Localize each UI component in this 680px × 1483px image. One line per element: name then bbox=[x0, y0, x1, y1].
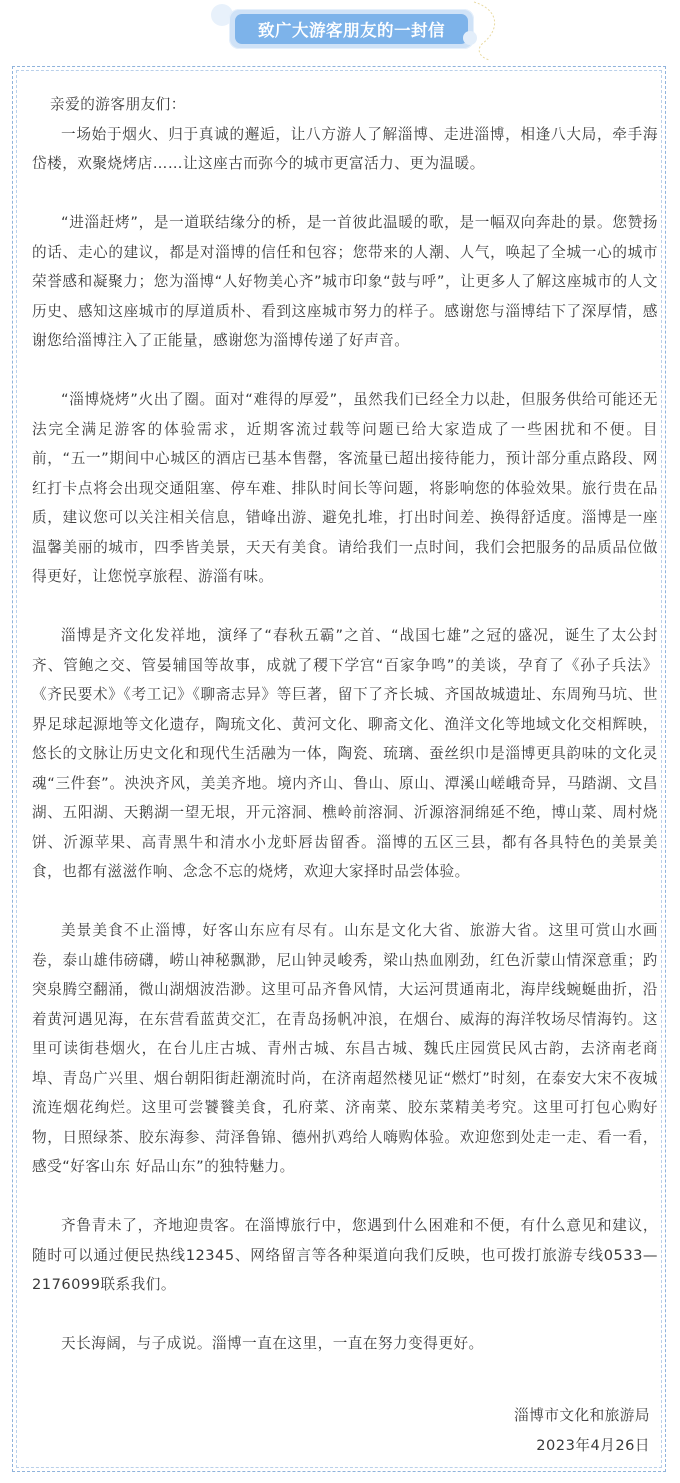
paragraph-gap bbox=[50, 179, 658, 209]
paragraph-1: 一场始于烟火、归于真诚的邂逅，让八方游人了解淄博、走进淄博，相逢八大局，牵手海岱楼，欢聚烧烤店……让这座古而弥今的城市更富活力、更为温暖。 bbox=[32, 125, 658, 172]
paragraph-gap bbox=[50, 592, 658, 622]
letter-date: 2023年4月26日 bbox=[536, 1437, 650, 1454]
paragraph-gap bbox=[50, 1182, 658, 1212]
paragraph-gap bbox=[50, 356, 658, 386]
paragraph-4: 淄博是齐文化发祥地，演绎了“春秋五霸”之首、“战国七雄”之冠的盛况，诞生了太公封齐、管鲍之交、管晏辅国等故事，成就了稷下学宫“百家争鸣”的美谈，孕育了《孙子兵法》《齐民要术》《考工记》《聊斋志异》等巨著，留下了齐长城、齐国故城遗址、东周殉马坑、世界足球起源地等文化遗存，陶琉文化、黄河文化、聊斋文化、渔洋文化等地域文化交相辉映，悠长的文脉让历史文化和现代生活融为一体，陶瓷、琉璃、蚕丝织巾是淄博更具韵味的文化灵魂“三件套”。泱泱齐风，美美齐地。境内齐山、鲁山、原山、潭溪山嵯峨奇异，马踏湖、文昌湖、五阳湖、天鹅湖一望无垠，开元溶洞、樵岭前溶洞、沂源溶洞绵延不绝，博山菜、周村烧饼、沂源苹果、高青黑牛和清水小龙虾唇齿留香。淄博的五区三县，都有各具特色的美景美食，也都有滋滋作响、念念不忘的烧烤，欢迎大家择时品尝体验。 bbox=[32, 627, 658, 880]
paragraph-7: 天长海阔，与子成说。淄博一直在这里，一直在努力变得更好。 bbox=[61, 1335, 484, 1352]
salutation: 亲爱的游客朋友们： bbox=[50, 96, 186, 113]
page-title: 致广大游客朋友的一封信 bbox=[258, 21, 445, 40]
title-pill bbox=[229, 9, 474, 49]
paragraph-5: 美景美食不止淄博，好客山东应有尽有。山东是文化大省、旅游大省。这里可赏山水画卷，泰山雄伟磅礴，崂山神秘飘渺，尼山钟灵峻秀，梁山热血刚劲，红色沂蒙山情深意重；趵突泉腾空翻涌，微山湖烟波浩渺。这里可品齐鲁风情，大运河贯通南北，海岸线蜿蜒曲折，沿着黄河遇见海，在东营看蓝黄交汇，在青岛扬帆冲浪，在烟台、威海的海洋牧场尽情海钓。这里可读街巷烟火，在台儿庄古城、青州古城、东昌古城、魏氏庄园赏民风古韵，去济南老商埠、青岛广兴里、烟台朝阳街赶潮流时尚，在济南超然楼见证“燃灯”时刻，在泰安大宋不夜城流连烟花绚烂。这里可尝饕餮美食，孔府菜、济南菜、胶东菜精美考究。这里可打包心购好物，日照绿茶、胶东海参、菏泽鲁锦、德州扒鸡给人嗨购体验。欢迎您到处走一走、看一看，感受“好客山东 好品山东”的独特魅力。 bbox=[32, 922, 658, 1175]
paragraph-2: “进淄赶烤”，是一道联结缘分的桥，是一首彼此温暖的歌，是一幅双向奔赴的景。您赞扬的话、走心的建议，都是对淄博的信任和包容；您带来的人潮、人气，唤起了全城一心的城市荣誉感和凝聚力；您为淄博“人好物美心齐”城市印象“鼓与呼”，让更多人了解这座城市的人文历史、感知这座城市的厚道质朴、看到这座城市努力的样子。感谢您与淄博结下了深厚情，感谢您给淄博注入了正能量，感谢您为淄博传递了好声音。 bbox=[32, 214, 658, 349]
paragraph-gap bbox=[50, 1300, 658, 1330]
title-banner bbox=[0, 0, 680, 64]
paragraph-gap bbox=[50, 887, 658, 917]
letter-body bbox=[32, 90, 658, 1359]
signature: 淄博市文化和旅游局 bbox=[514, 1407, 650, 1424]
paragraph-6: 齐鲁青未了，齐地迎贵客。在淄博旅行中，您遇到什么困难和不便，有什么意见和建议，随时可以通过便民热线12345、网络留言等各种渠道向我们反映，也可拨打旅游专线0533—2176099联系我们。 bbox=[32, 1217, 658, 1293]
decor-curve-icon bbox=[470, 0, 504, 62]
paragraph-3: “淄博烧烤”火出了圈。面对“难得的厚爱”，虽然我们已经全力以赴，但服务供给可能还无法完全满足游客的体验需求，近期客流过载等问题已给大家造成了一些困扰和不便。目前，“五一”期间中心城区的酒店已基本售罄，客流量已超出接待能力，预计部分重点路段、网红打卡点将会出现交通阻塞、停车难、排队时间长等问题，将影响您的体验效果。旅行贵在品质，建议您可以关注相关信息，错峰出游、避免扎堆，打出时间差、换得舒适度。淄博是一座温馨美丽的城市，四季皆美景，天天有美食。请给我们一点时间，我们会把服务的品质品位做得更好，让您悦享旅程、游淄有味。 bbox=[32, 391, 658, 585]
